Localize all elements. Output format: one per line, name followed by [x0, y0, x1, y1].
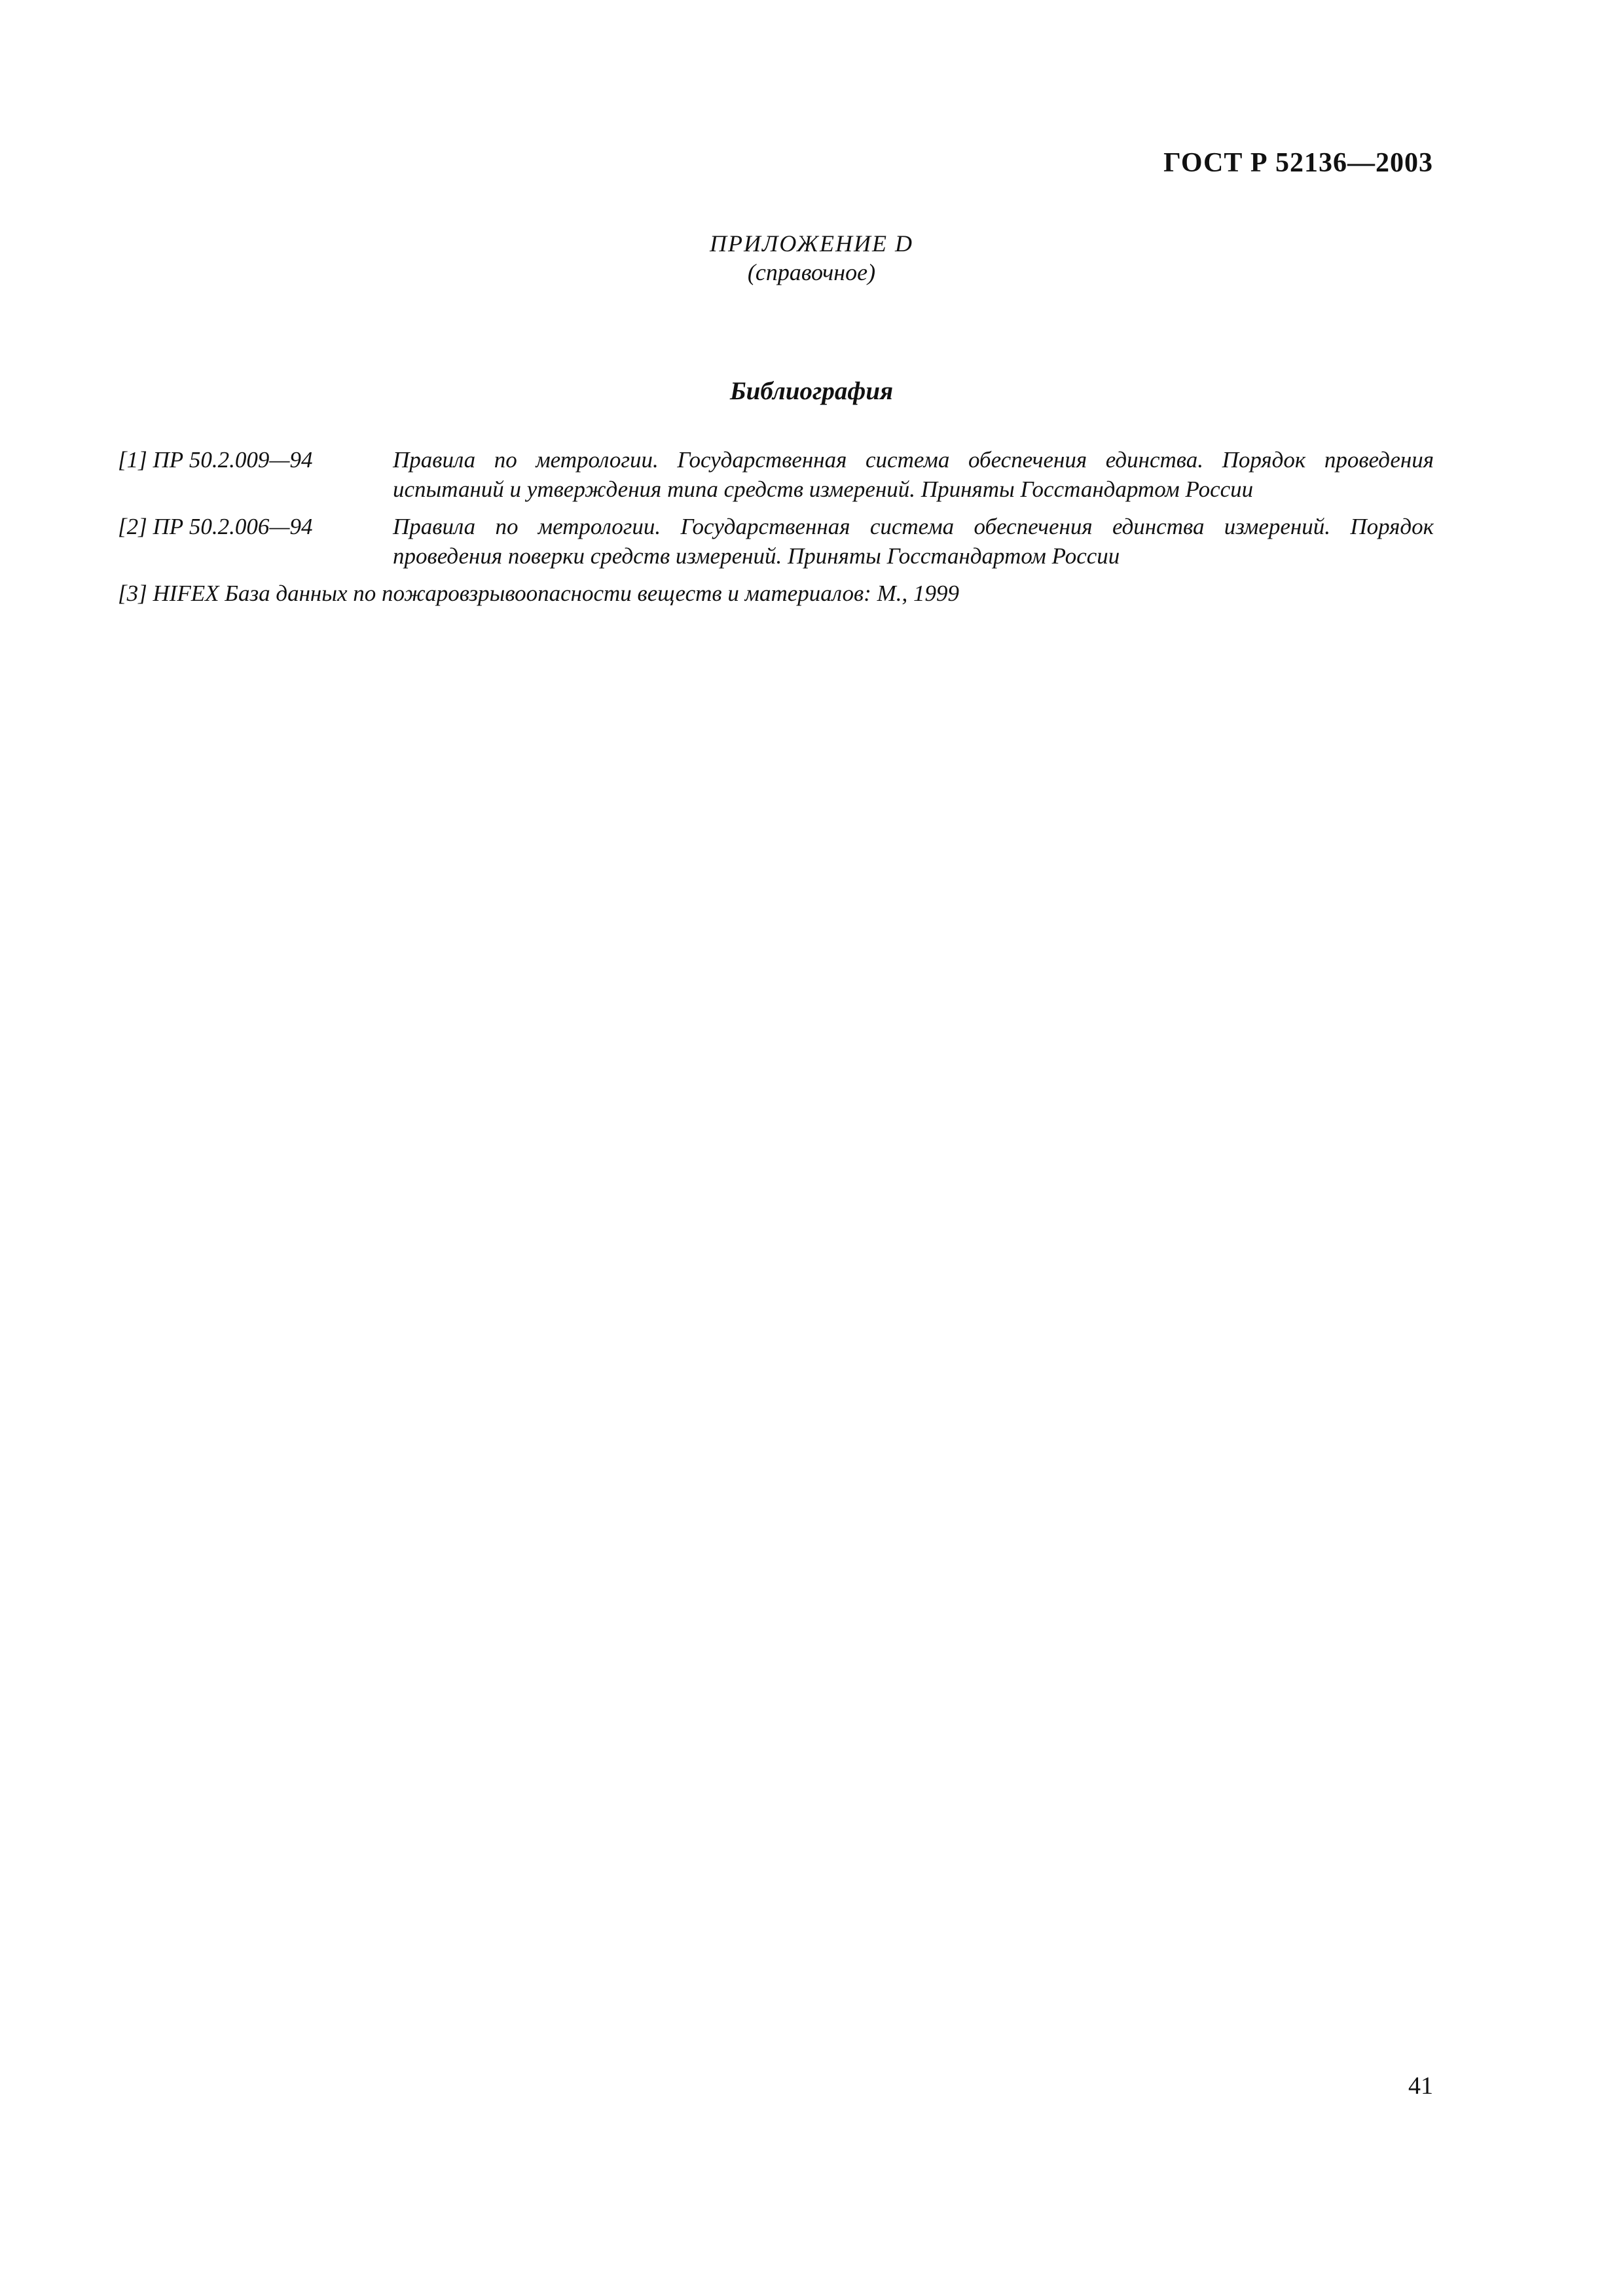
- bibliography-entry-text: [393, 445, 1434, 504]
- appendix-block: [0, 229, 1623, 287]
- appendix-subtitle: (справочное): [747, 259, 876, 285]
- page-number: 41: [1408, 2072, 1433, 2100]
- bibliography-heading: Библиография: [729, 377, 894, 405]
- standard-code: ГОСТ Р 52136—2003: [1163, 148, 1433, 178]
- bibliography-entry-line: проведения поверки средств измерений. Приняты Госстандартом России: [393, 543, 1120, 569]
- bibliography-entry-line: Правила по метрологии. Государственная система обеспечения единства. Порядок проведения: [393, 447, 1434, 473]
- bibliography-entry: [118, 512, 1434, 571]
- bibliography-entry-line: Правила по метрологии. Государственная система обеспечения единства измерений. Порядок: [393, 514, 1434, 539]
- appendix-title: ПРИЛОЖЕНИЕ D: [710, 230, 913, 257]
- bibliography-entry: [118, 445, 1434, 504]
- bibliography-list: [118, 445, 1434, 616]
- bibliography-entry-ref: [2] ПР 50.2.006—94: [118, 514, 313, 539]
- bibliography-entry: [3] HIFEX База данных по пожаровзрывоопасности веществ и материалов: М., 1999: [118, 581, 959, 606]
- bibliography-entry-line: испытаний и утверждения типа средств измерений. Приняты Госстандартом России: [393, 476, 1254, 502]
- bibliography-entry-ref: [1] ПР 50.2.009—94: [118, 447, 313, 473]
- bibliography-entry-text: [393, 512, 1434, 571]
